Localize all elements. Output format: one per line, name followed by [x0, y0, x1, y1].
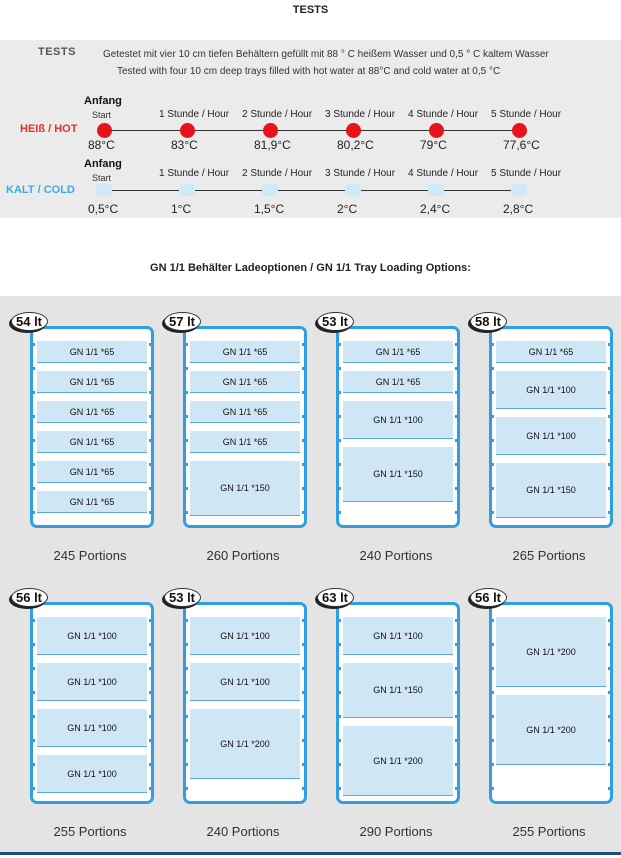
rail-tick [185, 415, 188, 418]
hot-hour-label: 4 Stunde / Hour [408, 109, 479, 120]
tray: GN 1/1 *100 [37, 755, 147, 793]
rail-tick [608, 463, 611, 466]
hot-hour-label: 3 Stunde / Hour [325, 109, 396, 120]
loading-options-title: GN 1/1 Behälter Ladeoptionen / GN 1/1 Tray Loading Options: [150, 262, 471, 274]
rail-tick [302, 367, 305, 370]
rail-tick [185, 343, 188, 346]
portions-label: 240 Portions [359, 548, 433, 563]
rail-tick [455, 415, 458, 418]
tray: GN 1/1 *200 [496, 617, 606, 687]
rail-tick [608, 715, 611, 718]
tray: GN 1/1 *100 [190, 617, 300, 655]
tray: GN 1/1 *150 [190, 461, 300, 516]
tray: GN 1/1 *65 [37, 401, 147, 423]
rail-tick [491, 511, 494, 514]
rail-tick [338, 439, 341, 442]
rail-tick [302, 763, 305, 766]
cold-anfang-label: Anfang [84, 158, 122, 170]
rail-tick [185, 487, 188, 490]
cold-hour-label: 1 Stunde / Hour [159, 168, 230, 179]
cold-point [262, 184, 278, 196]
cold-label-en: / COLD [37, 184, 75, 196]
rail-tick [302, 343, 305, 346]
container-diagram [183, 326, 307, 528]
rail-tick [608, 691, 611, 694]
rail-tick [149, 643, 152, 646]
tray: GN 1/1 *65 [190, 371, 300, 393]
rail-tick [185, 463, 188, 466]
hot-temp-label: 79°C [420, 138, 447, 152]
container-diagram [336, 602, 460, 804]
hot-label-en: / HOT [48, 123, 78, 135]
cold-point [96, 184, 112, 196]
rail-tick [302, 487, 305, 490]
test-description-de: Getestet mit vier 10 cm tiefen Behältern gefüllt mit 88 ° C heißem Wasser und 0,5 ° C kaltem Wasser [103, 49, 549, 60]
rail-tick [149, 463, 152, 466]
rail-tick [338, 715, 341, 718]
rail-tick [338, 763, 341, 766]
cold-temp-label: 1,5°C [254, 202, 285, 216]
container-diagram [30, 602, 154, 804]
tray: GN 1/1 *65 [37, 341, 147, 363]
rail-tick [185, 367, 188, 370]
rail-tick [455, 787, 458, 790]
tray: GN 1/1 *100 [496, 371, 606, 409]
rail-tick [608, 439, 611, 442]
volume-badge: 54 lt [11, 312, 48, 331]
hot-hour-label: 5 Stunde / Hour [491, 109, 562, 120]
rail-tick [455, 511, 458, 514]
cold-temp-label: 0,5°C [88, 202, 119, 216]
rail-tick [455, 463, 458, 466]
rail-tick [608, 487, 611, 490]
rail-tick [302, 787, 305, 790]
rail-tick [608, 511, 611, 514]
rail-tick [455, 487, 458, 490]
portions-label: 245 Portions [53, 548, 127, 563]
rail-tick [491, 415, 494, 418]
rail-tick [185, 787, 188, 790]
cold-hour-label: 3 Stunde / Hour [325, 168, 396, 179]
hot-point [429, 123, 444, 138]
cold-hour-label: 2 Stunde / Hour [242, 168, 313, 179]
rail-tick [185, 391, 188, 394]
rail-tick [32, 487, 35, 490]
rail-tick [32, 691, 35, 694]
rail-tick [149, 343, 152, 346]
rail-tick [338, 463, 341, 466]
rail-tick [491, 787, 494, 790]
rail-tick [608, 739, 611, 742]
tray: GN 1/1 *200 [190, 709, 300, 779]
rail-tick [185, 667, 188, 670]
rail-tick [32, 343, 35, 346]
rail-tick [185, 715, 188, 718]
hot-point [263, 123, 278, 138]
rail-tick [491, 763, 494, 766]
tray: GN 1/1 *100 [343, 617, 453, 655]
portions-label: 290 Portions [359, 824, 433, 839]
container-diagram [489, 326, 613, 528]
rail-tick [302, 463, 305, 466]
volume-badge: 57 lt [164, 312, 201, 331]
tray: GN 1/1 *65 [190, 341, 300, 363]
rail-tick [491, 367, 494, 370]
rail-tick [338, 391, 341, 394]
rail-tick [455, 391, 458, 394]
container-diagram [183, 602, 307, 804]
rail-tick [32, 439, 35, 442]
rail-tick [491, 487, 494, 490]
rail-tick [608, 643, 611, 646]
loading-options-panel [0, 296, 621, 852]
rail-tick [338, 787, 341, 790]
hot-point [346, 123, 361, 138]
rail-tick [185, 643, 188, 646]
hot-label-de: HEIß [20, 123, 46, 135]
tray: GN 1/1 *65 [343, 371, 453, 393]
rail-tick [32, 415, 35, 418]
volume-badge: 53 lt [164, 588, 201, 607]
rail-tick [491, 667, 494, 670]
page-title: TESTS [292, 4, 329, 16]
tray: GN 1/1 *200 [343, 726, 453, 796]
tray: GN 1/1 *150 [343, 663, 453, 718]
hot-hour-label: 1 Stunde / Hour [159, 109, 230, 120]
rail-tick [491, 715, 494, 718]
rail-tick [185, 739, 188, 742]
rail-tick [491, 439, 494, 442]
rail-tick [491, 343, 494, 346]
tray: GN 1/1 *200 [496, 695, 606, 765]
rail-tick [491, 391, 494, 394]
cold-row-label [6, 184, 75, 196]
rail-tick [149, 391, 152, 394]
rail-tick [608, 391, 611, 394]
rail-tick [32, 763, 35, 766]
rail-tick [149, 511, 152, 514]
tray: GN 1/1 *100 [496, 417, 606, 455]
hot-start-label: Start [92, 110, 112, 120]
tray: GN 1/1 *100 [190, 663, 300, 701]
portions-label: 255 Portions [53, 824, 127, 839]
hot-row-label [20, 123, 77, 135]
cold-hour-label: 4 Stunde / Hour [408, 168, 479, 179]
rail-tick [608, 415, 611, 418]
rail-tick [302, 439, 305, 442]
rail-tick [302, 739, 305, 742]
hot-point [180, 123, 195, 138]
hot-point [97, 123, 112, 138]
rail-tick [608, 763, 611, 766]
rail-tick [455, 343, 458, 346]
rail-tick [455, 691, 458, 694]
rail-tick [32, 619, 35, 622]
portions-label: 265 Portions [512, 548, 586, 563]
rail-tick [149, 739, 152, 742]
rail-tick [149, 763, 152, 766]
rail-tick [149, 715, 152, 718]
volume-badge: 56 lt [11, 588, 48, 607]
hot-timeline [104, 130, 520, 131]
rail-tick [149, 787, 152, 790]
rail-tick [185, 439, 188, 442]
portions-label: 255 Portions [512, 824, 586, 839]
tray: GN 1/1 *100 [343, 401, 453, 439]
portions-label: 260 Portions [206, 548, 280, 563]
tray: GN 1/1 *65 [37, 371, 147, 393]
rail-tick [455, 739, 458, 742]
container-diagram [336, 326, 460, 528]
rail-tick [608, 367, 611, 370]
hot-temp-label: 81,9°C [254, 138, 291, 152]
tray: GN 1/1 *100 [37, 617, 147, 655]
rail-tick [302, 619, 305, 622]
tray: GN 1/1 *100 [37, 663, 147, 701]
cold-start-label: Start [92, 173, 112, 183]
test-description-en: Tested with four 10 cm deep trays filled with hot water at 88°C and cold water at 0,5 °C [117, 66, 501, 77]
cold-point [428, 184, 444, 196]
hot-hour-label: 2 Stunde / Hour [242, 109, 313, 120]
cold-temp-label: 1°C [171, 202, 192, 216]
rail-tick [608, 787, 611, 790]
tray: GN 1/1 *65 [496, 341, 606, 363]
rail-tick [338, 367, 341, 370]
cold-point [345, 184, 361, 196]
rail-tick [608, 343, 611, 346]
rail-tick [185, 763, 188, 766]
rail-tick [608, 667, 611, 670]
volume-badge: 63 lt [317, 588, 354, 607]
tray: GN 1/1 *65 [190, 401, 300, 423]
container-diagram [30, 326, 154, 528]
rail-tick [185, 691, 188, 694]
tray: GN 1/1 *150 [496, 463, 606, 518]
rail-tick [455, 439, 458, 442]
rail-tick [455, 763, 458, 766]
hot-temp-label: 83°C [171, 138, 198, 152]
rail-tick [338, 343, 341, 346]
hot-temp-label: 80,2°C [337, 138, 374, 152]
rail-tick [149, 619, 152, 622]
rail-tick [491, 691, 494, 694]
rail-tick [149, 691, 152, 694]
rail-tick [302, 691, 305, 694]
cold-temp-label: 2,8°C [503, 202, 534, 216]
hot-temp-label: 88°C [88, 138, 115, 152]
rail-tick [32, 715, 35, 718]
rail-tick [455, 619, 458, 622]
rail-tick [32, 463, 35, 466]
rail-tick [338, 739, 341, 742]
cold-timeline [104, 190, 520, 191]
rail-tick [608, 619, 611, 622]
rail-tick [302, 391, 305, 394]
volume-badge: 53 lt [317, 312, 354, 331]
cold-temp-label: 2,4°C [420, 202, 451, 216]
hot-point [512, 123, 527, 138]
rail-tick [32, 667, 35, 670]
rail-tick [338, 619, 341, 622]
tray: GN 1/1 *65 [37, 431, 147, 453]
rail-tick [302, 667, 305, 670]
tests-label: TESTS [38, 46, 76, 58]
rail-tick [455, 715, 458, 718]
rail-tick [185, 619, 188, 622]
container-diagram [489, 602, 613, 804]
rail-tick [149, 487, 152, 490]
rail-tick [149, 367, 152, 370]
cold-hour-label: 5 Stunde / Hour [491, 168, 562, 179]
rail-tick [32, 739, 35, 742]
volume-badge: 56 lt [470, 588, 507, 607]
rail-tick [338, 415, 341, 418]
rail-tick [491, 619, 494, 622]
rail-tick [149, 439, 152, 442]
rail-tick [302, 643, 305, 646]
rail-tick [302, 415, 305, 418]
rail-tick [302, 715, 305, 718]
rail-tick [455, 643, 458, 646]
rail-tick [338, 691, 341, 694]
volume-badge: 58 lt [470, 312, 507, 331]
rail-tick [338, 487, 341, 490]
cold-label-de: KALT [6, 184, 35, 196]
tray: GN 1/1 *65 [190, 431, 300, 453]
bottom-divider [0, 852, 621, 855]
cold-point [179, 184, 195, 196]
rail-tick [32, 511, 35, 514]
rail-tick [491, 463, 494, 466]
hot-temp-label: 77,6°C [503, 138, 540, 152]
tray: GN 1/1 *65 [343, 341, 453, 363]
rail-tick [302, 511, 305, 514]
rail-tick [32, 391, 35, 394]
rail-tick [455, 367, 458, 370]
rail-tick [338, 643, 341, 646]
rail-tick [455, 667, 458, 670]
tray: GN 1/1 *150 [343, 447, 453, 502]
tray: GN 1/1 *65 [37, 461, 147, 483]
rail-tick [185, 511, 188, 514]
portions-label: 240 Portions [206, 824, 280, 839]
cold-point [511, 184, 527, 196]
rail-tick [491, 739, 494, 742]
cold-temp-label: 2°C [337, 202, 358, 216]
rail-tick [32, 787, 35, 790]
rail-tick [32, 367, 35, 370]
rail-tick [32, 643, 35, 646]
rail-tick [338, 511, 341, 514]
rail-tick [149, 667, 152, 670]
tray: GN 1/1 *100 [37, 709, 147, 747]
rail-tick [149, 415, 152, 418]
hot-anfang-label: Anfang [84, 95, 122, 107]
tray: GN 1/1 *65 [37, 491, 147, 513]
tests-panel [0, 40, 621, 218]
rail-tick [338, 667, 341, 670]
rail-tick [491, 643, 494, 646]
